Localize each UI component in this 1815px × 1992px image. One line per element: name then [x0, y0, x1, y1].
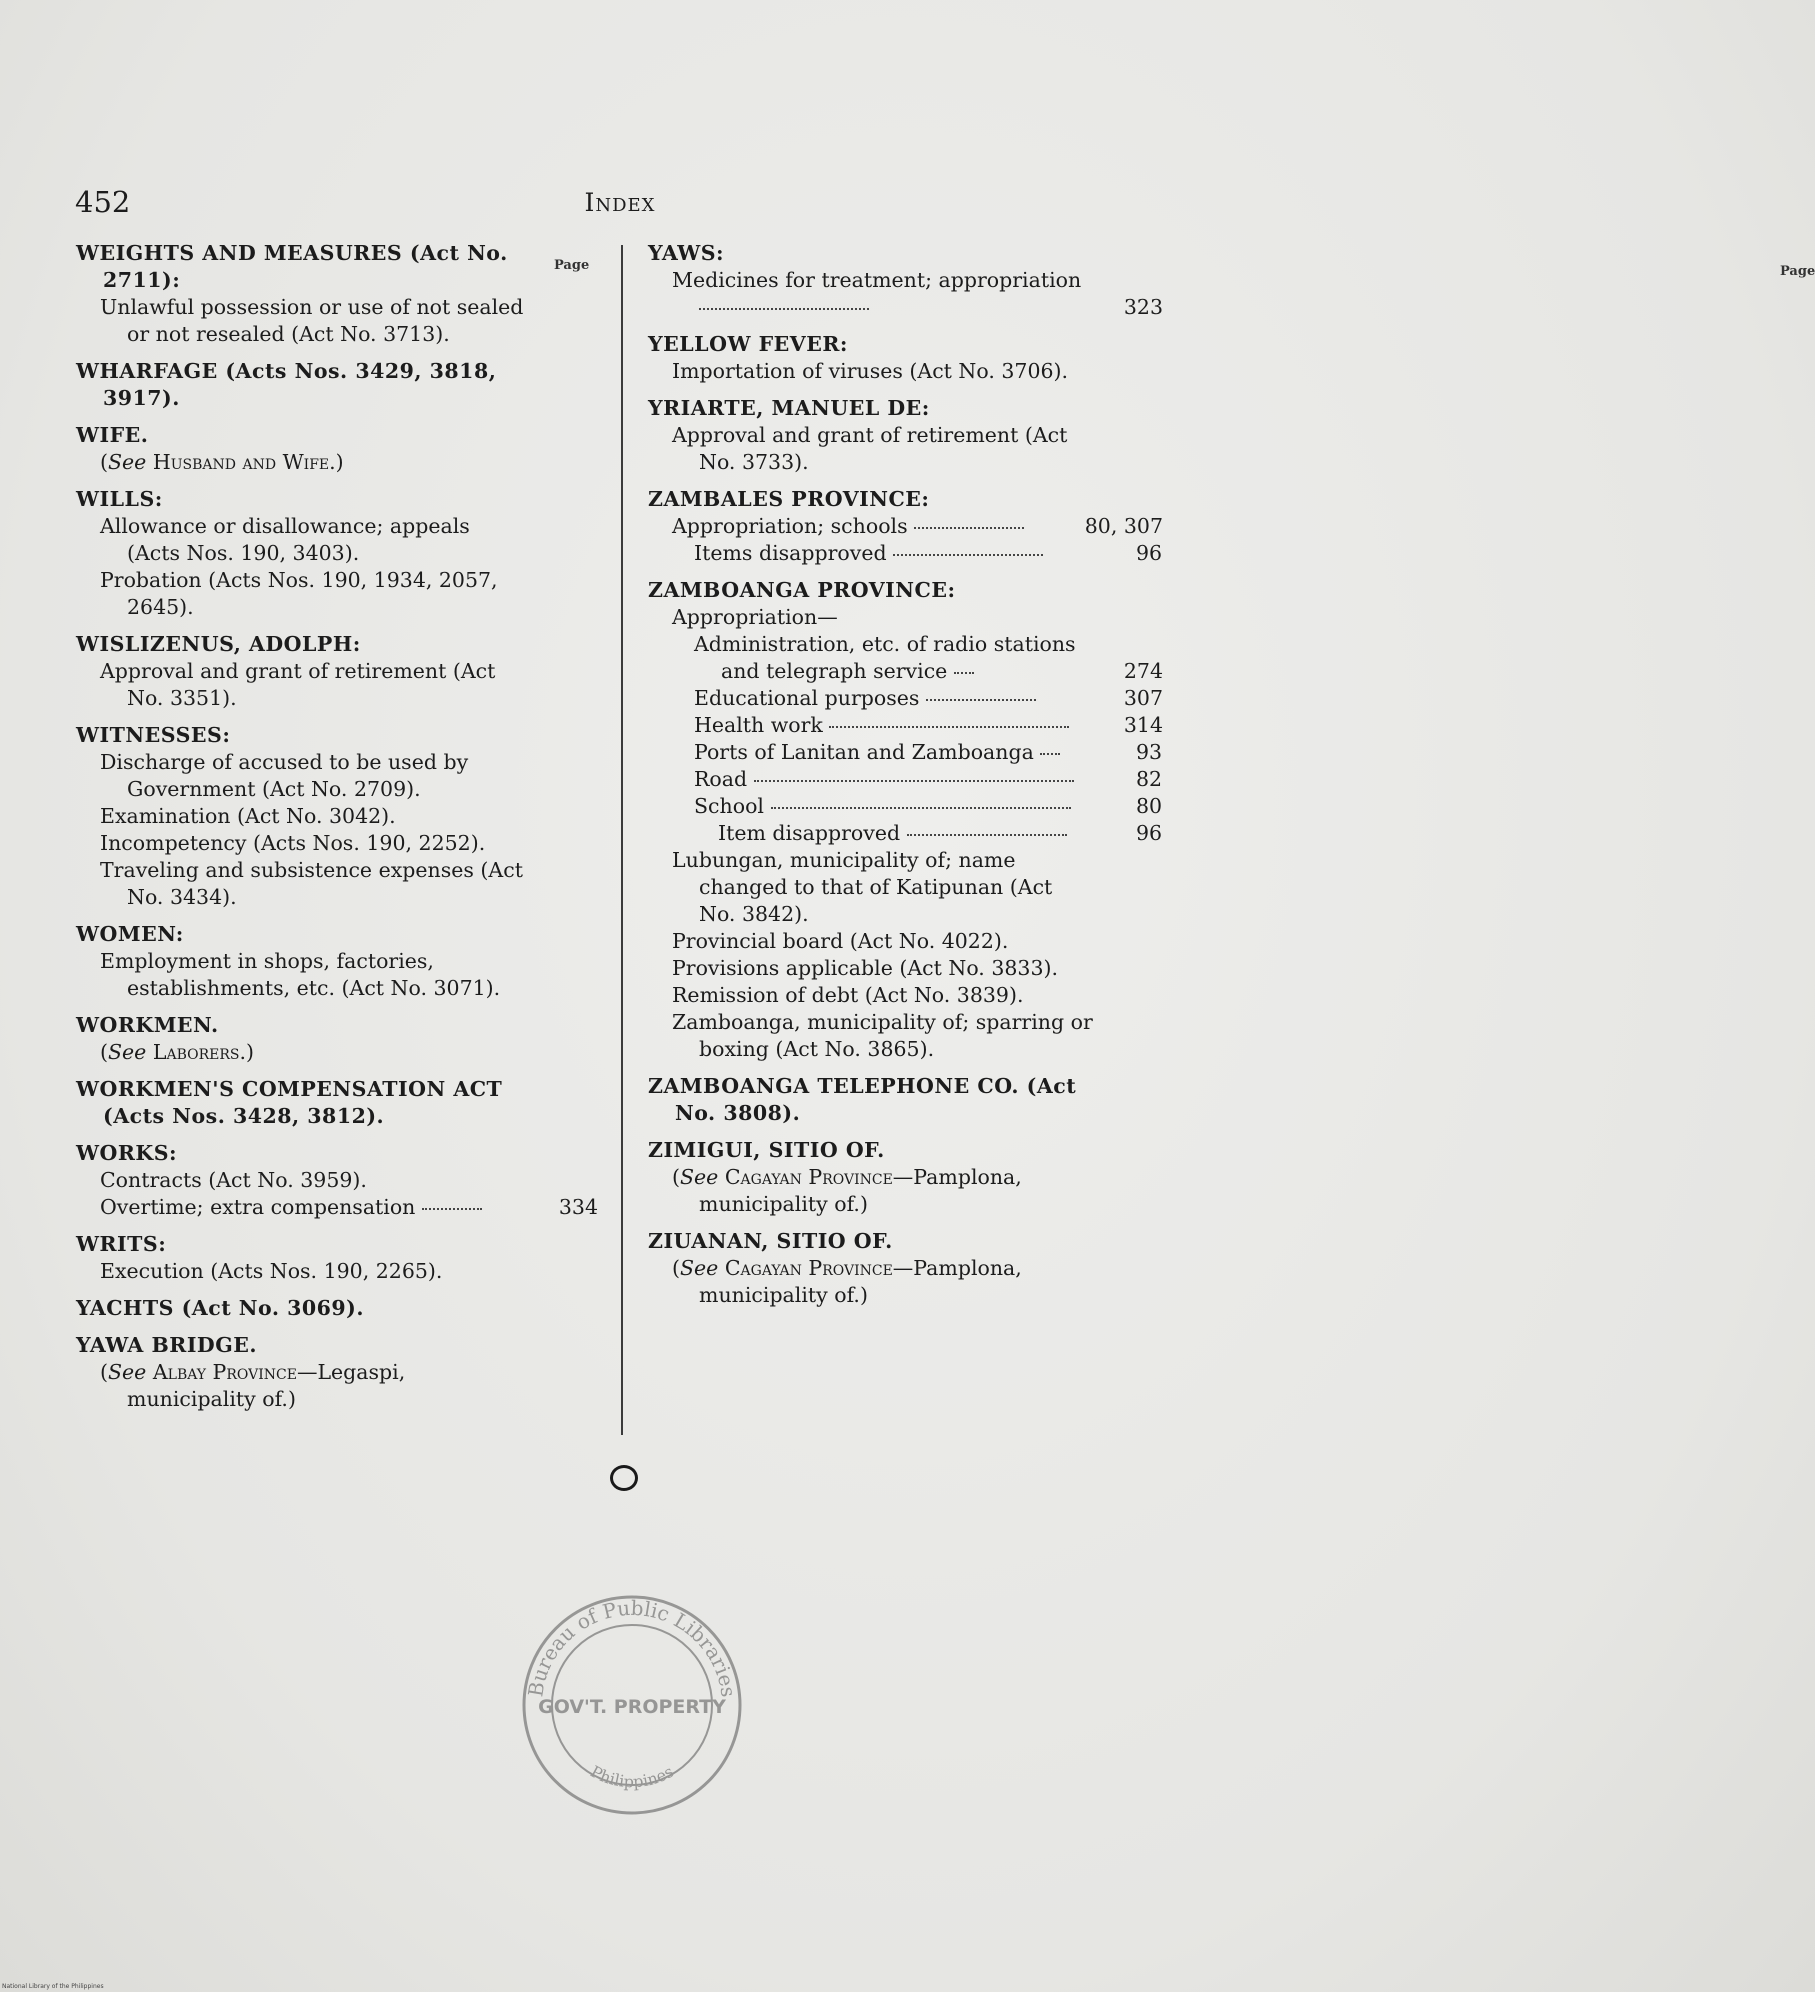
index-entry [76, 486, 528, 621]
entry-subentry: Probation (Acts Nos. 190, 1934, 2057, 2645). [100, 568, 498, 619]
entry-subentry: Item disapproved 96 [718, 821, 1163, 845]
entry-subentry: Examination (Act No. 3042). [100, 804, 396, 828]
cross-reference: (See Albay Province—Legaspi, municipality of.) [100, 1360, 406, 1411]
entry-subentry: Contracts (Act No. 3959). [100, 1168, 367, 1192]
entry-heading: WILLS: [76, 487, 163, 511]
entry-heading: WORKS: [76, 1141, 178, 1165]
index-entry [648, 1073, 1093, 1127]
entry-subentry: Traveling and subsistence expenses (Act No. 3434). [100, 858, 523, 909]
entry-heading: ZAMBOANGA TELEPHONE CO. (Act No. 3808). [648, 1074, 1077, 1125]
index-entry [76, 1140, 598, 1221]
library-stamp [512, 1585, 752, 1825]
index-column-right [648, 240, 1815, 1319]
cross-reference: (See Laborers.) [100, 1040, 255, 1064]
scan-footer: National Library of the Philippines [2, 1983, 104, 1990]
entry-heading: ZIUANAN, SITIO OF. [648, 1229, 893, 1253]
stamp-bottom-text: Philippines [587, 1761, 677, 1792]
entry-heading: YACHTS (Act No. 3069). [76, 1296, 365, 1320]
entry-subentry: Lubungan, municipality of; name changed to that of Katipunan (Act No. 3842). [672, 848, 1053, 926]
entry-subentry: Employment in shops, factories, establishments, etc. (Act No. 3071). [100, 949, 501, 1000]
entry-heading: YAWS: [648, 241, 725, 265]
index-entry [648, 395, 1093, 476]
entry-heading: ZAMBOANGA PROVINCE: [648, 578, 956, 602]
entry-heading: WORKMEN'S COMPENSATION ACT (Acts Nos. 3428, 3812). [76, 1077, 503, 1128]
index-entry [76, 1332, 528, 1413]
svg-text:Philippines [587, 1762, 676, 1792]
entry-subentry: Execution (Acts Nos. 190, 2265). [100, 1259, 443, 1283]
index-column-left [76, 240, 598, 1423]
running-head: Index [584, 188, 656, 217]
entry-heading: WOMEN: [76, 922, 184, 946]
entry-heading: WHARFAGE (Acts Nos. 3429, 3818, 3917). [76, 359, 497, 410]
entry-heading: WEIGHTS AND MEASURES (Act No. 2711): [76, 241, 508, 292]
index-entry [76, 1076, 528, 1130]
entry-subentry: Allowance or disallowance; appeals (Acts Nos. 190, 3403). [100, 514, 470, 565]
index-entry [76, 1012, 528, 1066]
stamp-center-text: GOV'T. PROPERTY [538, 1696, 726, 1718]
page-reference: 314 [1123, 713, 1163, 737]
index-entry [76, 921, 528, 1002]
entry-subentry: Importation of viruses (Act No. 3706). [672, 359, 1069, 383]
entry-subentry: Medicines for treatment; appropriation 323 [672, 268, 1163, 319]
cross-reference: (See Cagayan Province—Pamplona, municipality of.) [672, 1165, 1022, 1216]
index-entry [76, 358, 528, 412]
index-entry [648, 1137, 1093, 1218]
page-number: 452 [75, 185, 131, 219]
page-column-header: Page [554, 258, 590, 273]
index-entry [648, 1228, 1093, 1309]
entry-heading: ZIMIGUI, SITIO OF. [648, 1138, 885, 1162]
entry-subentry: Approval and grant of retirement (Act No. 3351). [100, 659, 496, 710]
entry-subentry: Remission of debt (Act No. 3839). [672, 983, 1024, 1007]
index-entry [648, 486, 1163, 567]
entry-subentry: Zamboanga, municipality of; sparring or boxing (Act No. 3865). [672, 1010, 1093, 1061]
entry-subentry: Appropriation— [672, 605, 838, 629]
column-divider [621, 245, 623, 1435]
cross-reference: (See Cagayan Province—Pamplona, municipality of.) [672, 1256, 1022, 1307]
entry-subentry: Overtime; extra compensation 334 [100, 1195, 598, 1219]
page-reference: 274 [1123, 659, 1163, 683]
entry-subentry: Appropriation; schools 80, 307 [672, 514, 1163, 538]
entry-heading: ZAMBALES PROVINCE: [648, 487, 930, 511]
index-entry [76, 422, 528, 476]
index-entry [76, 1295, 528, 1322]
index-entry [76, 722, 528, 911]
entry-subentry: Provincial board (Act No. 4022). [672, 929, 1009, 953]
entry-subentry: Educational purposes 307 [694, 686, 1163, 710]
entry-subentry: Discharge of accused to be used by Government (Act No. 2709). [100, 750, 469, 801]
entry-heading: WORKMEN. [76, 1013, 219, 1037]
page-reference: 323 [1123, 295, 1163, 319]
entry-heading: YAWA BRIDGE. [76, 1333, 257, 1357]
index-entry [648, 240, 1163, 321]
entry-subentry: Ports of Lanitan and Zamboanga 93 [694, 740, 1163, 764]
entry-subentry: Approval and grant of retirement (Act No. 3733). [672, 423, 1068, 474]
page-reference: 80, 307 [1084, 514, 1163, 538]
index-entry [76, 240, 528, 348]
stamp-top-text: Bureau of Public Libraries [523, 1595, 741, 1699]
entry-subentry: Unlawful possession or use of not sealed or not resealed (Act No. 3713). [100, 295, 524, 346]
entry-heading: WITNESSES: [76, 723, 231, 747]
entry-subentry: Incompetency (Acts Nos. 190, 2252). [100, 831, 486, 855]
cross-reference: (See Husband and Wife.) [100, 450, 344, 474]
entry-heading: YRIARTE, MANUEL DE: [648, 396, 930, 420]
entry-heading: WRITS: [76, 1232, 167, 1256]
index-entry [76, 631, 528, 712]
entry-heading: WISLIZENUS, ADOLPH: [76, 632, 361, 656]
entry-subentry: Health work 314 [694, 713, 1163, 737]
entry-heading: WIFE. [76, 423, 149, 447]
end-of-section-mark [610, 1465, 638, 1491]
index-entry [648, 577, 1163, 1063]
entry-subentry: Administration, etc. of radio stations and telegraph service 274 [694, 632, 1163, 683]
index-entry [648, 331, 1093, 385]
page-column-header: Page [1780, 264, 1815, 279]
page-reference: 307 [1123, 686, 1163, 710]
entry-subentry: Road 82 [694, 767, 1163, 791]
entry-heading: YELLOW FEVER: [648, 332, 848, 356]
entry-subentry: Items disapproved 96 [694, 541, 1163, 565]
index-entry [76, 1231, 528, 1285]
entry-subentry: Provisions applicable (Act No. 3833). [672, 956, 1059, 980]
entry-subentry: School 80 [694, 794, 1163, 818]
page-reference: 334 [558, 1195, 598, 1219]
